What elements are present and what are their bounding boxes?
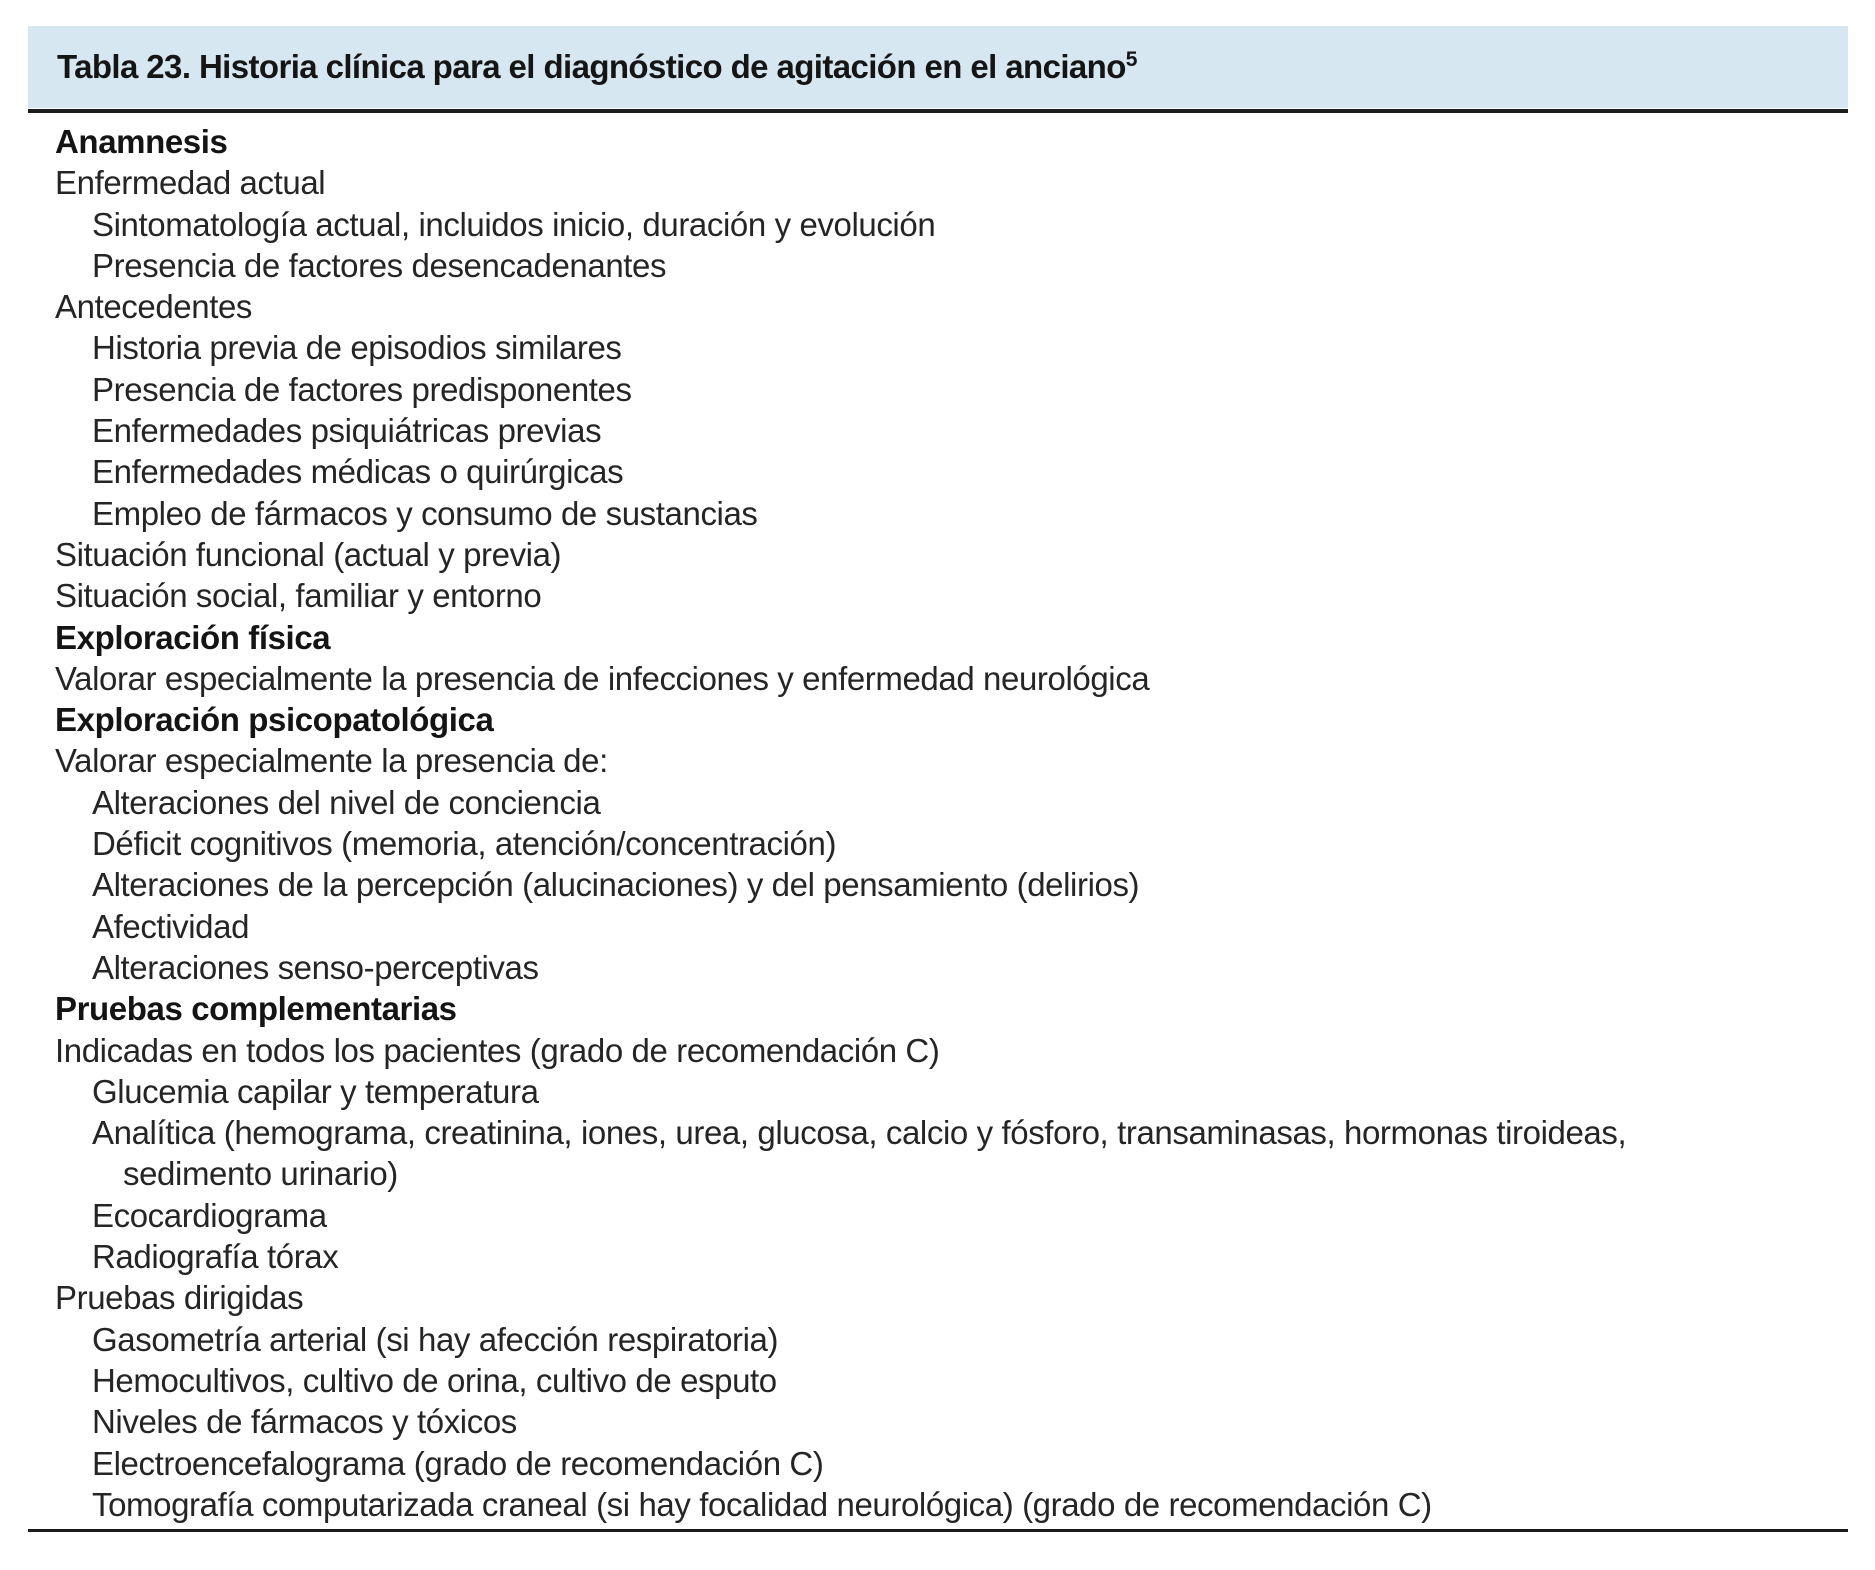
table-row: Historia previa de episodios similares <box>92 329 622 367</box>
table-row: Analítica (hemograma, creatinina, iones, urea, glucosa, calcio y fósforo, transaminasas, hormonas tiroideas, <box>92 1114 1627 1152</box>
table-row: Situación social, familiar y entorno <box>55 577 542 615</box>
table-row: Sintomatología actual, incluidos inicio, duración y evolución <box>92 205 936 243</box>
table-row: Alteraciones de la percepción (alucinaciones) y del pensamiento (delirios) <box>92 866 1140 904</box>
table-row: Enfermedades médicas o quirúrgicas <box>92 453 624 491</box>
table-row: Radiografía tórax <box>92 1238 339 1276</box>
table-row: Presencia de factores desencadenantes <box>92 246 667 284</box>
table-row: Electroencefalograma (grado de recomendación C) <box>92 1444 824 1482</box>
table-row: Valorar especialmente la presencia de infecciones y enfermedad neurológica <box>55 659 1150 697</box>
table-row: Déficit cognitivos (memoria, atención/concentración) <box>92 825 837 863</box>
table-row: Pruebas complementarias <box>55 990 457 1028</box>
table-row: Ecocardiograma <box>92 1196 327 1234</box>
table-row: Indicadas en todos los pacientes (grado de recomendación C) <box>55 1031 940 1069</box>
table-title-text: Tabla 23. Historia clínica para el diagnóstico de agitación en el anciano <box>57 48 1126 85</box>
table-row: Glucemia capilar y temperatura <box>92 1072 539 1110</box>
table-row: Gasometría arterial (si hay afección respiratoria) <box>92 1320 779 1358</box>
header-divider-rule <box>28 109 1848 113</box>
table-body <box>55 121 1850 1525</box>
table-row: Presencia de factores predisponentes <box>92 370 632 408</box>
table-row: Niveles de fármacos y tóxicos <box>92 1403 517 1441</box>
table-row: Enfermedad actual <box>55 164 326 202</box>
table-row: Afectividad <box>92 907 250 945</box>
table-row: Valorar especialmente la presencia de: <box>55 742 608 780</box>
table-header-band <box>28 26 1848 108</box>
table-row: Situación funcional (actual y previa) <box>55 535 562 573</box>
table-row: Pruebas dirigidas <box>55 1279 304 1317</box>
table-row: Exploración psicopatológica <box>55 701 494 739</box>
table-title <box>28 48 1137 86</box>
table-row: Enfermedades psiquiátricas previas <box>92 412 602 450</box>
table-row: Antecedentes <box>55 288 253 326</box>
table-row: Alteraciones senso-perceptivas <box>92 948 539 986</box>
table-row: sedimento urinario) <box>123 1155 398 1193</box>
table-row: Hemocultivos, cultivo de orina, cultivo de esputo <box>92 1361 777 1399</box>
table-row: Empleo de fármacos y consumo de sustancias <box>92 494 758 532</box>
table-row: Alteraciones del nivel de conciencia <box>92 783 601 821</box>
table-row: Tomografía computarizada craneal (si hay focalidad neurológica) (grado de recomendación C) <box>92 1485 1432 1523</box>
table-title-reference-superscript: 5 <box>1125 48 1137 71</box>
table-row: Anamnesis <box>55 123 228 160</box>
table-row: Exploración física <box>55 618 331 656</box>
footer-divider-rule <box>28 1529 1848 1532</box>
